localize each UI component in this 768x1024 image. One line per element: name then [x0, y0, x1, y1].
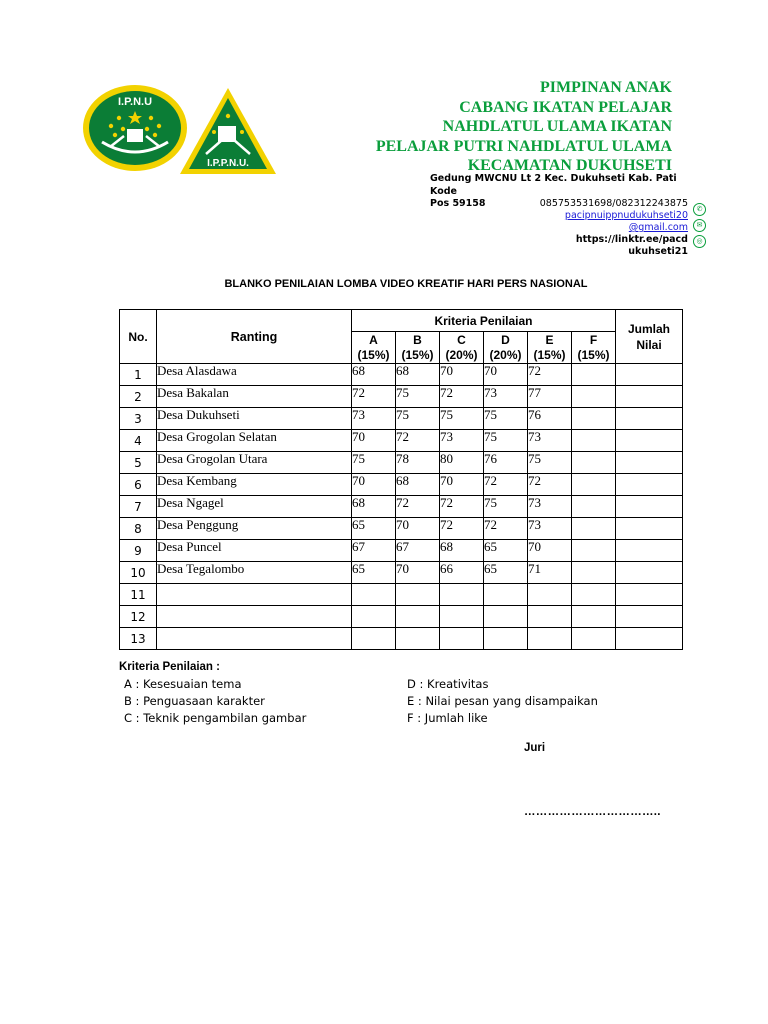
score-c: 66: [440, 562, 484, 584]
score-b: [396, 584, 440, 606]
score-d: 72: [484, 518, 528, 540]
criteria-c: C : Teknik pengambilan gambar: [124, 711, 307, 725]
score-a: [352, 628, 396, 650]
criteria-legend-label: Kriteria Penilaian :: [119, 661, 220, 673]
linktree-link-1[interactable]: https://linktr.ee/pacd: [575, 234, 688, 245]
ranting-name: Desa Tegalombo: [157, 562, 352, 584]
contact-icons: [693, 203, 709, 251]
header-criteria-d: [484, 332, 528, 364]
org-line-1: PIMPINAN ANAK: [540, 79, 672, 96]
score-e: [528, 628, 572, 650]
org-line-5: KECAMATAN DUKUHSETI: [467, 157, 672, 174]
score-f: [572, 518, 616, 540]
score-f: [572, 408, 616, 430]
instagram-icon: ◎: [693, 235, 706, 248]
score-b: 78: [396, 452, 440, 474]
table-row: [120, 364, 683, 386]
score-f: [572, 628, 616, 650]
score-f: [572, 606, 616, 628]
contact-info: [458, 198, 688, 258]
score-a: 68: [352, 364, 396, 386]
score-c: 72: [440, 386, 484, 408]
total-score: [616, 430, 683, 452]
table-row: [120, 474, 683, 496]
score-c: 68: [440, 540, 484, 562]
score-b: 72: [396, 496, 440, 518]
ranting-name: Desa Penggung: [157, 518, 352, 540]
total-score: [616, 540, 683, 562]
score-f: [572, 386, 616, 408]
signature-line: ……………………………..: [524, 806, 661, 818]
linktree-link-2[interactable]: ukuhseti21: [628, 246, 688, 257]
criteria-legend-left: [124, 676, 306, 727]
score-b: 68: [396, 364, 440, 386]
score-a: 65: [352, 562, 396, 584]
header-jumlah-nilai: [616, 310, 683, 364]
score-c: [440, 584, 484, 606]
score-f: [572, 364, 616, 386]
header-criteria-f: [572, 332, 616, 364]
score-table: [119, 309, 683, 650]
table-row: [120, 562, 683, 584]
score-c: 72: [440, 518, 484, 540]
ranting-name: Desa Grogolan Selatan: [157, 430, 352, 452]
row-number: 11: [120, 584, 157, 606]
email-icon: ✉: [693, 219, 706, 232]
header-ranting: Ranting: [157, 310, 352, 364]
total-score: [616, 408, 683, 430]
score-e: [528, 584, 572, 606]
score-e: 76: [528, 408, 572, 430]
score-c: 73: [440, 430, 484, 452]
score-a: 67: [352, 540, 396, 562]
total-score: [616, 364, 683, 386]
criteria-letter: C: [457, 332, 466, 347]
score-e: 73: [528, 430, 572, 452]
score-d: 75: [484, 496, 528, 518]
phone-number: 085753531698/082312243875: [539, 198, 688, 209]
score-a: 75: [352, 452, 396, 474]
org-line-2: CABANG IKATAN PELAJAR: [459, 98, 672, 116]
score-b: 67: [396, 540, 440, 562]
score-b: 70: [396, 518, 440, 540]
row-number: 7: [120, 496, 157, 518]
score-f: [572, 474, 616, 496]
email-link-2[interactable]: @gmail.com: [628, 222, 688, 233]
criteria-weight: (15%): [357, 347, 390, 362]
criteria-d: D : Kreativitas: [407, 677, 489, 691]
table-row: [120, 540, 683, 562]
score-b: 70: [396, 562, 440, 584]
score-a: 70: [352, 430, 396, 452]
row-number: 4: [120, 430, 157, 452]
total-score: [616, 628, 683, 650]
table-row: [120, 518, 683, 540]
score-e: 70: [528, 540, 572, 562]
ipnu-logo: [82, 84, 188, 172]
score-a: 68: [352, 496, 396, 518]
total-score: [616, 562, 683, 584]
whatsapp-icon: ✆: [693, 203, 706, 216]
email-link-1[interactable]: pacipnuippnudukuhseti20: [564, 210, 688, 221]
score-e: 75: [528, 452, 572, 474]
score-a: 73: [352, 408, 396, 430]
ranting-name: Desa Dukuhseti: [157, 408, 352, 430]
juri-label: Juri: [524, 742, 546, 754]
score-d: [484, 628, 528, 650]
row-number: 2: [120, 386, 157, 408]
total-score: [616, 518, 683, 540]
criteria-a: A : Kesesuaian tema: [124, 677, 242, 691]
score-e: 72: [528, 474, 572, 496]
score-d: 70: [484, 364, 528, 386]
ranting-name: [157, 628, 352, 650]
score-a: 70: [352, 474, 396, 496]
score-f: [572, 452, 616, 474]
score-a: [352, 584, 396, 606]
form-title: BLANKO PENILAIAN LOMBA VIDEO KREATIF HARI PERS NASIONAL: [224, 278, 588, 290]
total-score: [616, 474, 683, 496]
table-row: [120, 452, 683, 474]
score-d: 75: [484, 430, 528, 452]
score-d: 75: [484, 408, 528, 430]
table-row: [120, 386, 683, 408]
score-e: [528, 606, 572, 628]
criteria-weight: (15%): [533, 347, 566, 362]
score-d: 73: [484, 386, 528, 408]
score-d: 76: [484, 452, 528, 474]
org-line-4: PELAJAR PUTRI NAHDLATUL ULAMA: [375, 137, 672, 155]
row-number: 6: [120, 474, 157, 496]
criteria-legend-right: [407, 676, 598, 727]
table-row: [120, 628, 683, 650]
score-b: [396, 606, 440, 628]
score-c: 70: [440, 474, 484, 496]
criteria-letter: E: [545, 332, 554, 347]
criteria-f: F : Jumlah like: [407, 711, 488, 725]
score-d: 65: [484, 540, 528, 562]
score-c: 70: [440, 364, 484, 386]
header-criteria-a: [352, 332, 396, 364]
row-number: 12: [120, 606, 157, 628]
table-row: [120, 408, 683, 430]
score-f: [572, 562, 616, 584]
score-a: [352, 606, 396, 628]
header-nilai: Nilai: [636, 337, 662, 352]
header-jumlah: Jumlah: [627, 321, 670, 336]
score-e: 73: [528, 496, 572, 518]
criteria-e: E : Nilai pesan yang disampaikan: [407, 694, 598, 708]
score-c: 75: [440, 408, 484, 430]
ranting-name: Desa Puncel: [157, 540, 352, 562]
total-score: [616, 452, 683, 474]
score-f: [572, 430, 616, 452]
row-number: 5: [120, 452, 157, 474]
table-row: [120, 584, 683, 606]
row-number: 1: [120, 364, 157, 386]
criteria-weight: (20%): [489, 347, 522, 362]
ranting-name: [157, 606, 352, 628]
header-kriteria: Kriteria Penilaian: [352, 310, 616, 332]
total-score: [616, 496, 683, 518]
row-number: 10: [120, 562, 157, 584]
header-criteria-e: [528, 332, 572, 364]
score-b: 72: [396, 430, 440, 452]
score-b: [396, 628, 440, 650]
organization-name: [342, 78, 672, 176]
header-no: No.: [120, 310, 157, 364]
score-c: [440, 606, 484, 628]
score-a: 72: [352, 386, 396, 408]
row-number: 8: [120, 518, 157, 540]
score-a: 65: [352, 518, 396, 540]
criteria-letter: A: [369, 332, 378, 347]
row-number: 9: [120, 540, 157, 562]
total-score: [616, 386, 683, 408]
score-b: 68: [396, 474, 440, 496]
score-f: [572, 540, 616, 562]
score-f: [572, 584, 616, 606]
address-line-1: Gedung MWCNU Lt 2 Kec. Dukuhseti Kab. Pati Kode: [430, 173, 677, 197]
header-criteria-c: [440, 332, 484, 364]
ranting-name: [157, 584, 352, 606]
score-e: 71: [528, 562, 572, 584]
score-b: 75: [396, 408, 440, 430]
criteria-letter: F: [589, 332, 598, 347]
address-line-2: Pos 59158: [430, 198, 486, 209]
score-c: 72: [440, 496, 484, 518]
row-number: 3: [120, 408, 157, 430]
criteria-letter: D: [501, 332, 510, 347]
ipnu-logo-text: I.P.N.U: [117, 96, 153, 108]
table-row: [120, 496, 683, 518]
criteria-weight: (15%): [577, 347, 610, 362]
score-d: [484, 584, 528, 606]
org-line-3: NAHDLATUL ULAMA IKATAN: [442, 118, 672, 135]
ranting-name: Desa Kembang: [157, 474, 352, 496]
score-d: 72: [484, 474, 528, 496]
criteria-letter: B: [413, 332, 422, 347]
row-number: 13: [120, 628, 157, 650]
score-b: 75: [396, 386, 440, 408]
total-score: [616, 606, 683, 628]
score-d: [484, 606, 528, 628]
table-row: [120, 606, 683, 628]
header-criteria-b: [396, 332, 440, 364]
ippnu-logo: [178, 86, 278, 176]
score-e: 73: [528, 518, 572, 540]
score-d: 65: [484, 562, 528, 584]
ranting-name: Desa Grogolan Utara: [157, 452, 352, 474]
ranting-name: Desa Alasdawa: [157, 364, 352, 386]
score-f: [572, 496, 616, 518]
criteria-weight: (15%): [401, 347, 434, 362]
table-row: [120, 430, 683, 452]
criteria-weight: (20%): [445, 347, 478, 362]
score-e: 72: [528, 364, 572, 386]
score-c: 80: [440, 452, 484, 474]
ranting-name: Desa Bakalan: [157, 386, 352, 408]
ippnu-logo-text: I.P.P.N.U.: [207, 158, 249, 169]
total-score: [616, 584, 683, 606]
criteria-b: B : Penguasaan karakter: [124, 694, 265, 708]
score-e: 77: [528, 386, 572, 408]
score-c: [440, 628, 484, 650]
ranting-name: Desa Ngagel: [157, 496, 352, 518]
